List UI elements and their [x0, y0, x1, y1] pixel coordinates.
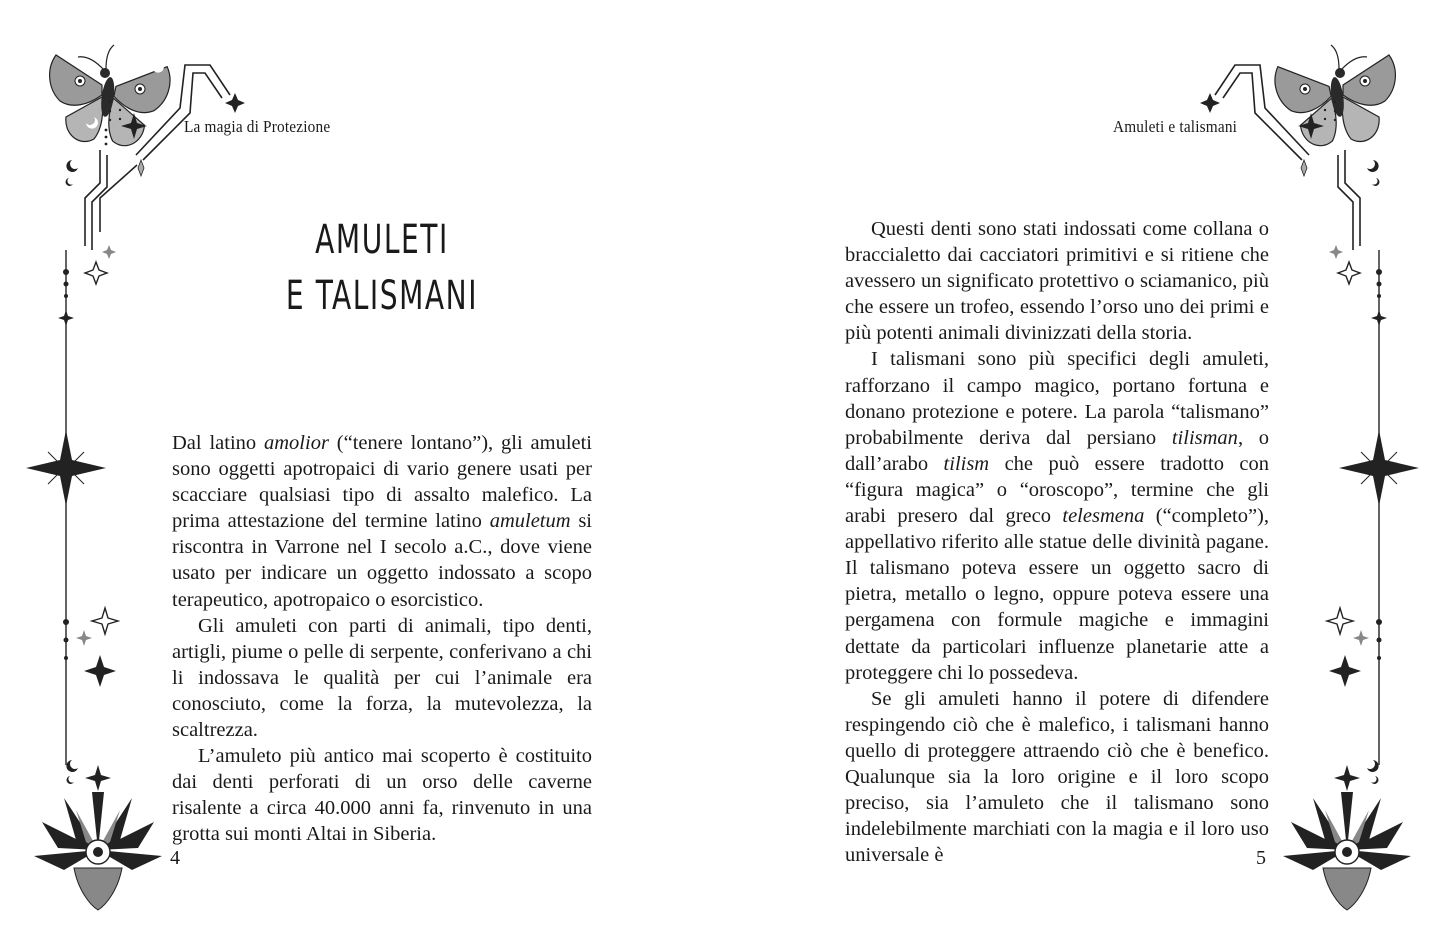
sparkle-icon [225, 93, 245, 113]
italic-term: amolior [264, 432, 329, 454]
text-run: (“tenere lontano”), gli amuleti sono oggetti apotropaici di vario genere usati per scacciare qualsiasi tipo di assalto malefico. La prima attestazione del termine latino [172, 432, 592, 533]
chapter-title [218, 212, 546, 324]
page-number: 5 [1256, 847, 1266, 869]
paragraph [845, 346, 1269, 685]
paragraph: Se gli amuleti hanno il potere di difendere respingendo ciò che è malefico, i talismani hanno quello di proteggere attraendo ciò che è benefico. Qualunque sia la loro origine e il loro scopo preciso, sia l’amuleto che il talismano sono indelebilmente marchiati con la magia e il loro uso universale è [845, 687, 1269, 867]
italic-term: telesmena [1062, 505, 1145, 528]
running-head: La magia di Protezione [184, 117, 331, 136]
paragraph: Gli amuleti con parti di animali, tipo denti, artigli, piume o pelle di serpente, conferivano a chi li indossava le qualità per cui l’animale era conosciuto, come la forza, la mutevolezza, la scaltrezza. [172, 614, 592, 742]
left-page [0, 0, 722, 940]
italic-term: tilism [943, 452, 990, 475]
body-text [172, 430, 592, 848]
text-run: I talismani sono più specifici degli amuleti, rafforzano il campo magico, portano fortuna e donano protezione e potere. La parola “talismano” probabilmente deriva dal persiano [845, 348, 1269, 449]
text-run: , o dall’arabo [845, 426, 1269, 475]
text-run: si riscontra in Varrone nel I secolo a.C., dove viene usato per indicare un oggetto indossato a scopo terapeutico, apotropaico o esorcistico. [172, 510, 592, 611]
running-head: Amuleti e talismani [1113, 117, 1238, 136]
chapter-title-line-1: AMULETI [315, 217, 449, 263]
lotus-flower-icon [1283, 792, 1411, 910]
diamond-icon [138, 160, 144, 176]
lotus-flower-icon [34, 792, 162, 910]
right-page [723, 0, 1445, 940]
paragraph [172, 430, 592, 613]
text-run: Dal latino [172, 432, 264, 454]
chapter-title-line-2: E TALISMANI [285, 273, 479, 319]
paragraph: Questi denti sono stati indossati come collana o braccialetto dai cacciatori primitivi e si ritiene che avessero un significato protettivo o sciamanico, più che essere un trofeo, essendo l’orso uno dei primi e più potenti animali divinizzati della storia. [845, 218, 1269, 345]
paragraph: L’amuleto più antico mai scoperto è costituito dai denti perforati di un orso delle caverne risalente a circa 40.000 anni fa, rinvenuto in una grotta sui monti Altai in Siberia. [172, 745, 592, 846]
moth-icon [50, 45, 174, 149]
left-border-column [26, 160, 118, 791]
body-text [845, 216, 1269, 868]
italic-term: tilisman [1171, 426, 1238, 449]
text-run: che può essere tradotto con “figura magica” o “oroscopo”, termine che gli arabi presero dal greco [845, 452, 1270, 528]
italic-term: amuletum [489, 510, 571, 533]
moth-icon [1272, 45, 1396, 149]
text-run: (“completo”), appellativo riferito alle statue delle divinità pagane. Il talismano poteva essere un oggetto sacro di pietra, metallo o legno, oppure poteva essere una pergamena con formule magiche e immagini dettate da particolari influenze planetarie atte a proteggere chi lo possedeva. [845, 505, 1269, 684]
page-number: 4 [170, 847, 180, 869]
